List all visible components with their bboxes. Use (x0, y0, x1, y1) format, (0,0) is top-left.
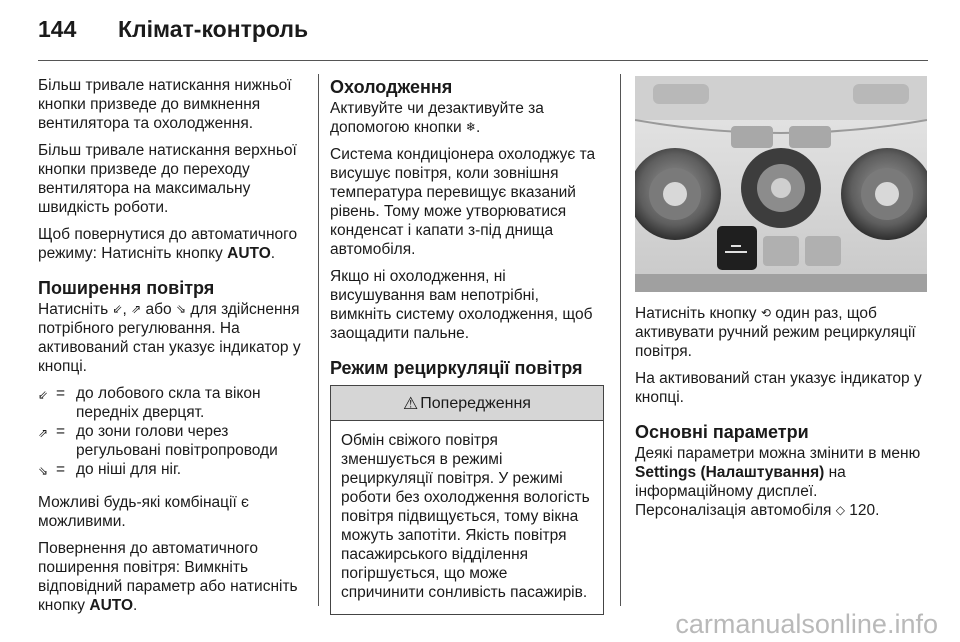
page-title: Клімат-контроль (118, 16, 309, 42)
paragraph: Деякі параметри можна змінити в меню Settings (Налаштування) на інформаційному дисплеї. (635, 445, 921, 500)
windscreen-airflow-icon: ⇙ (38, 388, 49, 402)
paragraph: Щоб повернутися до автоматичного режиму: Натисніть кнопку AUTO. (38, 226, 298, 262)
list-item: ⇙ = до лобового скла та вікон передніх дверцят. (38, 385, 261, 421)
footwell-airflow-icon: ⇘ (175, 302, 187, 316)
recirculation-icon: ⟲ (760, 306, 771, 320)
paragraph: Повернення до автоматичного поширення повітря: Вимкніть відповідний параметр або натисніть кнопку AUTO. (38, 540, 298, 614)
column-divider-right (620, 74, 621, 606)
settings-menu-label: Settings (Налаштування) (635, 464, 825, 481)
head-airflow-icon: ⇗ (38, 426, 49, 440)
middle-column (330, 76, 604, 615)
paragraph: Активуйте чи дезактивуйте за допомогою кнопки ❄. (330, 100, 544, 136)
head-airflow-icon: ⇗ (131, 302, 142, 316)
windscreen-airflow-icon: ⇙ (112, 302, 123, 316)
page-header (0, 0, 960, 62)
warning-box (330, 385, 604, 615)
control-panel-illustration (635, 76, 927, 292)
paragraph: На активований стан указує індикатор у кнопці. (635, 370, 922, 406)
warning-triangle-icon: ⚠ (403, 393, 419, 413)
warning-header (331, 386, 603, 421)
section-heading-basic-settings: Основні параметри (635, 422, 809, 442)
header-divider (38, 60, 928, 61)
list-item: ⇘ = до ніші для ніг. (38, 460, 306, 481)
control-panel-photo (635, 76, 927, 292)
column-divider-left (318, 74, 319, 606)
warning-text: Обмін свіжого повітря зменшується в режимі рециркуляції повітря. У режимі роботи без охолодження вологість повітря підвищується, тому вікна можуть запотіти. Якість повітря пасажирського відділення погіршується, що може спричинити сонливість пасажирів. (341, 432, 590, 601)
air-distribution-list (38, 384, 306, 481)
paragraph: Якщо ні охолодження, ні висушування вам непотрібні, вимкніть систему охолодження, щоб заощадити пальне. (330, 268, 593, 342)
paragraph: Натисніть кнопку ⟲ один раз, щоб активувати ручний режим рециркуляції повітря. (635, 305, 916, 360)
paragraph: Більш тривале натискання нижньої кнопки призведе до вимкнення вентилятора та охолодження. (38, 77, 292, 132)
page-reference-icon: ◇ (835, 503, 845, 517)
watermark: carmanualsonline.info (675, 609, 938, 639)
paragraph: Персоналізація автомобіля ◇ 120. (635, 502, 880, 519)
footwell-airflow-icon: ⇘ (38, 464, 49, 478)
auto-button-label: AUTO (227, 245, 271, 262)
section-heading-recirculation: Режим рециркуляції повітря (330, 358, 583, 378)
page-reference[interactable]: 120. (844, 502, 880, 519)
auto-button-label: AUTO (89, 597, 134, 614)
page-number: 144 (38, 16, 77, 42)
warning-title: Попередження (420, 394, 531, 412)
section-heading-air-distribution: Поширення повітря (38, 278, 215, 298)
paragraph: Можливі будь-які комбінації є можливими. (38, 494, 249, 530)
right-column (635, 304, 930, 528)
paragraph: Більш тривале натискання верхньої кнопки призведе до переходу вентилятора на максимальну швидкість роботи. (38, 142, 297, 216)
section-heading-cooling: Охолодження (330, 77, 453, 97)
snowflake-icon: ❄ (465, 120, 476, 134)
paragraph: Система кондиціонера охолоджує та висушує повітря, коли зовнішня температура перевищує вказаний рівень. Тому може утворюватися конденсат і капати з-під днища автомобіля. (330, 146, 596, 258)
list-item: ⇗ = до зони голови через регульовані повітропроводи (38, 423, 278, 459)
paragraph: Натисніть ⇙, ⇗ або ⇘ для здійснення потрібного регулювання. На активований стан указує індикатор у кнопці. (38, 301, 301, 375)
left-column (38, 76, 306, 623)
